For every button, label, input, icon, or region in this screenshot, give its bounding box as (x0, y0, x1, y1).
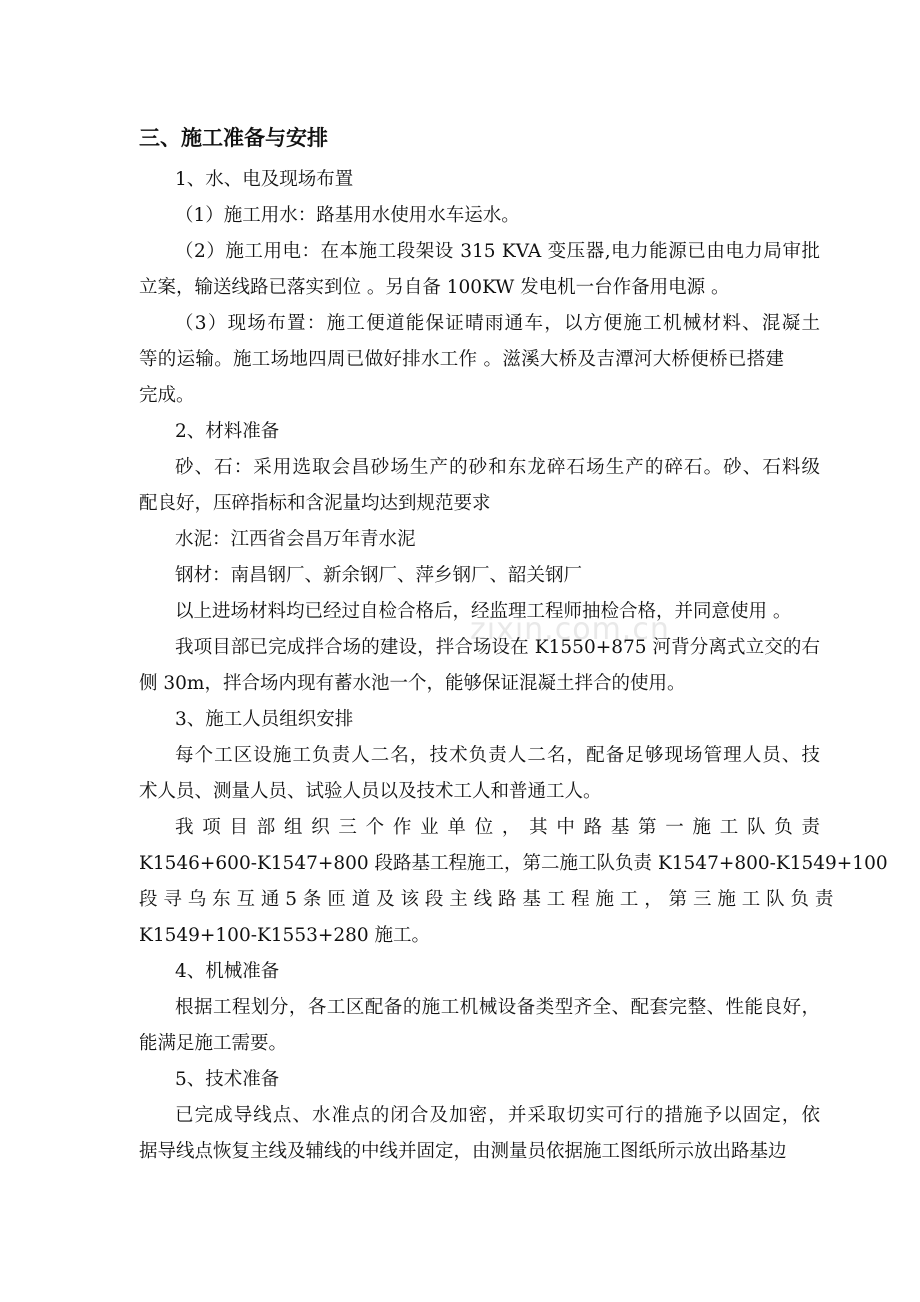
paragraph-line: 等的运输。施工场地四周已做好排水工作 。滋溪大桥及吉潭河大桥便桥已搭建 (139, 349, 784, 370)
paragraph-line: K1546+600-K1547+800 段路基工程施工，第二施工队负责 K1547+800-K1549+100 (139, 853, 888, 874)
paragraph-line: 已完成导线点、水准点的闭合及加密，并采取切实可行的措施予以固定，依 (175, 1105, 820, 1126)
paragraph-line: （2）施工用电：在本施工段架设 315 KVA 变压器,电力能源已由电力局审批 (175, 241, 820, 262)
paragraph-line: 段 寻 乌 东 互 通 5 条 匝 道 及 该 段 主 线 路 基 工 程 施 工 ， 第 三 施 工 队 负 责 (139, 889, 834, 910)
section-heading: 三、施工准备与安排 (139, 126, 328, 150)
subheading-water-power: 1、水、电及现场布置 (175, 169, 354, 190)
paragraph-line: 侧 30m，拌合场内现有蓄水池一个，能够保证混凝土拌合的使用。 (139, 673, 686, 694)
paragraph-line: K1549+100-K1553+280 施工。 (139, 925, 431, 946)
paragraph-line: 配良好，压碎指标和含泥量均达到规范要求 (139, 493, 491, 514)
paragraph-line: 钢材：南昌钢厂、新余钢厂、萍乡钢厂、韶关钢厂 (175, 565, 583, 586)
paragraph-line: （3）现场布置：施工便道能保证晴雨通车，以方便施工机械材料、混凝土 (175, 313, 820, 334)
paragraph-line: 水泥：江西省会昌万年青水泥 (175, 529, 416, 550)
subheading-materials: 2、材料准备 (175, 421, 280, 442)
paragraph-line: （1）施工用水：路基用水使用水车运水。 (175, 205, 520, 226)
paragraph-line: 我项目部已完成拌合场的建设，拌合场设在 K1550+875 河背分离式立交的右 (175, 637, 820, 658)
paragraph-line: 能满足施工需要。 (139, 1033, 288, 1054)
paragraph-line: 完成。 (139, 385, 195, 406)
paragraph-line: 术人员、测量人员、试验人员以及技术工人和普通工人。 (139, 781, 602, 802)
paragraph-line: 立案，输送线路已落实到位 。另自备 100KW 发电机一台作备用电源 。 (139, 277, 730, 298)
subheading-technical: 5、技术准备 (175, 1069, 280, 1090)
paragraph-line: 每个工区设施工负责人二名，技术负责人二名，配备足够现场管理人员、技 (175, 745, 820, 766)
paragraph-line: 以上进场材料均已经过自检合格后，经监理工程师抽检合格，并同意使用 。 (175, 601, 792, 622)
watermark: zixin.com.cn (470, 612, 670, 647)
paragraph-line: 我 项 目 部 组 织 三 个 作 业 单 位 ， 其 中 路 基 第 一 施 工 队 负 责 (175, 817, 820, 838)
paragraph-line: 据导线点恢复主线及辅线的中线并固定，由测量员依据施工图纸所示放出路基边 (139, 1141, 787, 1162)
subheading-personnel: 3、施工人员组织安排 (175, 709, 354, 730)
subheading-machinery: 4、机械准备 (175, 961, 280, 982)
paragraph-line: 砂、石：采用选取会昌砂场生产的砂和东龙碎石场生产的碎石。砂、石料级 (175, 457, 820, 478)
paragraph-line: 根据工程划分，各工区配备的施工机械设备类型齐全、配套完整、性能良好， (175, 997, 820, 1018)
